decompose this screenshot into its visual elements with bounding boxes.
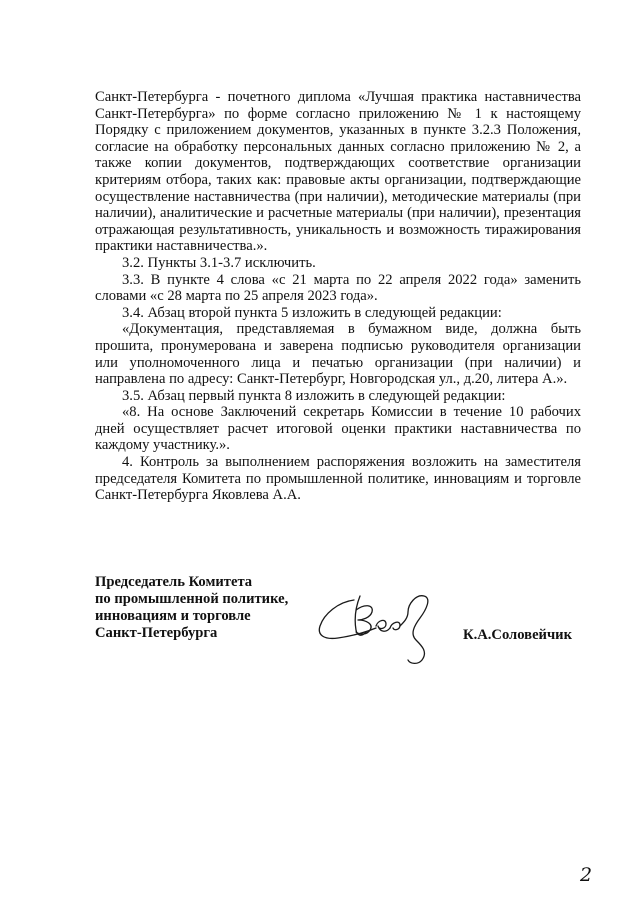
paragraph-item-4: 4. Контроль за выполнением распоряжения возложить на заместителя председателя Комитета по промышленной политике, инновациям и торговле Санкт-Петербурга Яковлева А.А. <box>95 454 581 504</box>
signatory-title-line: инновациям и торговле <box>95 608 251 624</box>
paragraph-item-3-2: 3.2. Пункты 3.1-3.7 исключить. <box>122 254 316 271</box>
handwritten-signature <box>316 588 446 668</box>
document-body <box>95 89 581 504</box>
signatory-name: К.А.Соловейчик <box>463 627 572 643</box>
paragraph-item-3-4: 3.4. Абзац второй пункта 5 изложить в следующей редакции: <box>122 304 502 321</box>
paragraph-item-3-4-quote: «Документация, представляемая в бумажном виде, должна быть прошита, пронумерована и заверена подписью руководителя организации или уполномоченного лица и печатью организации (при наличии) и направлена по адресу: Санкт-Петербург, Новгородская ул., д.20, литера А.». <box>95 321 581 388</box>
paragraph-item-3-5-quote: «8. На основе Заключений секретарь Комиссии в течение 10 рабочих дней осуществляет расчет итоговой оценки практики наставничества по каждому участнику.». <box>95 404 581 454</box>
paragraph-continuation: Санкт-Петербурга - почетного диплома «Лучшая практика наставничества Санкт-Петербурга» по форме согласно приложению № 1 к настоящему Порядку с приложением документов, указанных в пункте 3.2.3 Положения, согласие на обработку персональных данных согласно приложению № 2, а также копии документов, подтверждающих соответствие организации критериям отбора, таких как: правовые акты организации, подтверждающие осуществление наставничества (при наличии), методические материалы (при наличии), аналитические и расчетные материалы (при наличии), презентация отражающая результативность, уникальность и возможность тиражирования практики наставничества.». <box>95 89 581 255</box>
page-number: 2 <box>580 864 593 886</box>
signatory-title-line: Санкт-Петербурга <box>95 625 218 641</box>
paragraph-item-3-3: 3.3. В пункте 4 слова «с 21 марта по 22 апреля 2022 года» заменить словами «с 28 марта по 25 апреля 2023 года». <box>95 271 581 305</box>
signatory-title-line: по промышленной политике, <box>95 591 289 607</box>
signatory-title-line: Председатель Комитета <box>95 574 253 590</box>
paragraph-item-3-5: 3.5. Абзац первый пункта 8 изложить в следующей редакции: <box>122 387 506 404</box>
